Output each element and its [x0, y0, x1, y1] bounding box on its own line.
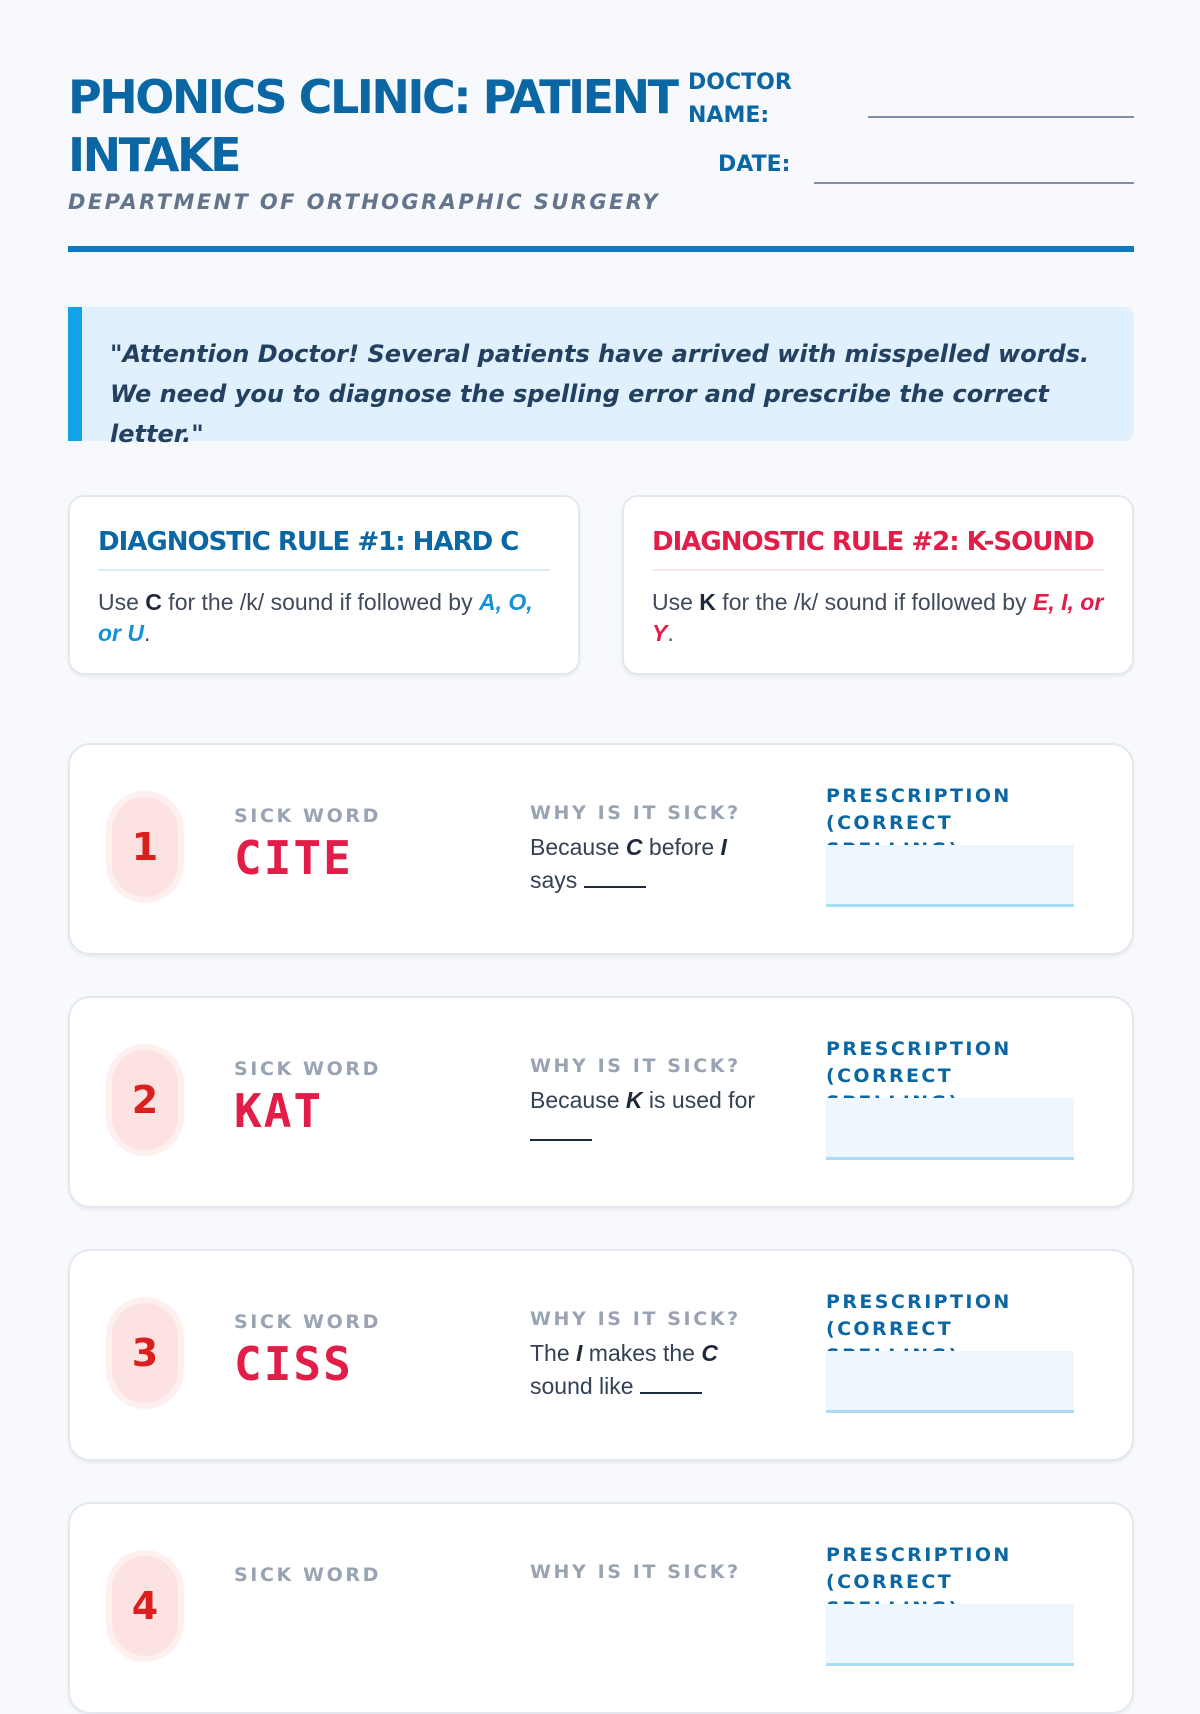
instructions-callout	[68, 307, 1134, 448]
rule-title: DIAGNOSTIC RULE #2: K-SOUND	[652, 527, 1104, 571]
rule-card-k-sound	[622, 495, 1134, 675]
patient-card	[68, 1502, 1134, 1714]
date-field[interactable]	[814, 182, 1134, 184]
sick-word-label: SICK WORD	[234, 1058, 381, 1080]
answer-blank[interactable]	[640, 1370, 702, 1394]
header	[68, 0, 1134, 255]
patient-number-badge: 4	[112, 1556, 178, 1656]
prescription-label: PRESCRIPTION (CORRECT	[826, 1544, 1012, 1593]
prescription-label: PRESCRIPTION (CORRECT	[826, 785, 1012, 834]
patient-number-badge: 1	[112, 797, 178, 897]
patient-card	[68, 1249, 1134, 1461]
prescription-input[interactable]	[826, 1604, 1074, 1666]
answer-blank[interactable]	[530, 1117, 592, 1141]
sick-word: CITE	[234, 831, 353, 885]
doctor-name-label: DOCTOR NAME:	[688, 70, 792, 128]
header-divider	[68, 246, 1134, 252]
doctor-name-field[interactable]	[868, 116, 1134, 118]
page-title: PHONICS CLINIC: PATIENT INTAKE	[68, 70, 677, 182]
why-label: WHY IS IT SICK?	[530, 802, 741, 824]
why-label: WHY IS IT SICK?	[530, 1561, 741, 1583]
sick-word-label: SICK WORD	[234, 1564, 381, 1586]
sick-word-label: SICK WORD	[234, 1311, 381, 1333]
why-text: The I makes the C sound like	[530, 1340, 718, 1399]
prescription-input[interactable]	[826, 1351, 1074, 1413]
prescription-label: PRESCRIPTION (CORRECT	[826, 1291, 1012, 1340]
prescription-label: PRESCRIPTION (CORRECT	[826, 1038, 1012, 1087]
rule-vowels: A, O, or U	[98, 589, 533, 646]
rule-letter: C	[145, 589, 162, 615]
rule-letter: K	[699, 589, 716, 615]
answer-blank[interactable]	[584, 864, 646, 888]
why-label: WHY IS IT SICK?	[530, 1055, 741, 1077]
prescription-input[interactable]	[826, 845, 1074, 907]
page-subtitle: DEPARTMENT OF ORTHOGRAPHIC SURGERY	[68, 190, 660, 214]
prescription-input[interactable]	[826, 1098, 1074, 1160]
worksheet-page	[68, 0, 1134, 1628]
rule-vowels: E, I, or Y	[652, 589, 1104, 646]
why-text: Because C before I says	[530, 834, 727, 893]
rule-card-hard-c	[68, 495, 580, 675]
sick-word-label: SICK WORD	[234, 805, 381, 827]
rule-text: Use K for the /k/ sound if followed by E, I, or Y.	[652, 589, 1104, 646]
sick-word: KAT	[234, 1084, 324, 1138]
patient-card	[68, 996, 1134, 1208]
patient-number-badge: 3	[112, 1303, 178, 1403]
rule-title: DIAGNOSTIC RULE #1: HARD C	[98, 527, 550, 571]
why-label: WHY IS IT SICK?	[530, 1308, 741, 1330]
date-label: DATE:	[718, 152, 791, 177]
rule-text: Use C for the /k/ sound if followed by A, O, or U.	[98, 589, 533, 646]
patient-number-badge: 2	[112, 1050, 178, 1150]
instructions-text: "Attention Doctor! Several patients have arrived with misspelled words. We need you to diagnose the spelling error and prescribe the correct letter."	[110, 340, 1090, 448]
sick-word: CISS	[234, 1337, 353, 1391]
patient-card	[68, 743, 1134, 955]
why-text: Because K is used for	[530, 1084, 790, 1150]
